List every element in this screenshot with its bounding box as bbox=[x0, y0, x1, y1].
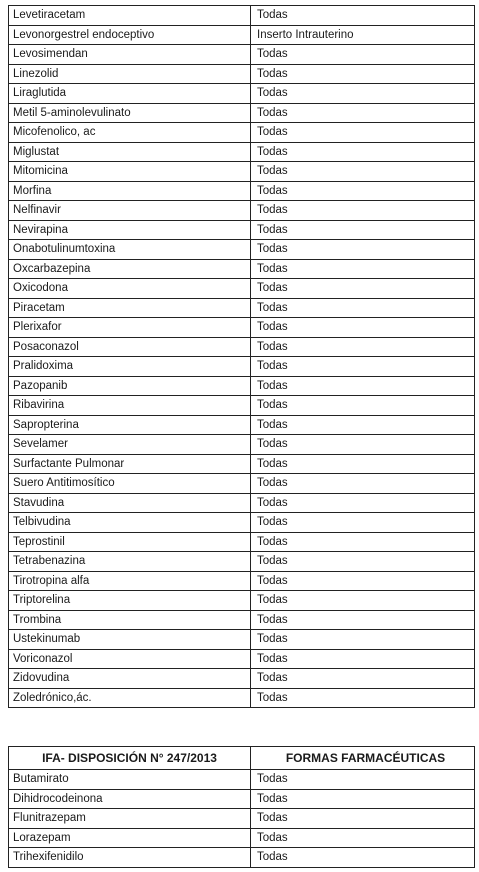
dosage-forms-cell: Todas bbox=[251, 45, 475, 65]
drug-name-cell: Telbivudina bbox=[9, 513, 251, 533]
drug-name-cell: Triptorelina bbox=[9, 591, 251, 611]
ifa-table-body bbox=[9, 770, 475, 868]
table-row bbox=[9, 770, 475, 790]
dosage-forms-cell: Todas bbox=[251, 396, 475, 416]
drug-name-cell: Posaconazol bbox=[9, 337, 251, 357]
table-row bbox=[9, 240, 475, 260]
table-row bbox=[9, 103, 475, 123]
table-row bbox=[9, 789, 475, 809]
table-row bbox=[9, 610, 475, 630]
table-header-row bbox=[9, 747, 475, 770]
dosage-forms-cell: Todas bbox=[251, 513, 475, 533]
table-row bbox=[9, 84, 475, 104]
dosage-forms-cell: Todas bbox=[251, 809, 475, 829]
drug-name-cell: Zoledrónico,ác. bbox=[9, 688, 251, 708]
drug-name-cell: Butamirato bbox=[9, 770, 251, 790]
dosage-forms-cell: Todas bbox=[251, 474, 475, 494]
ifa-disposicion-table bbox=[8, 746, 475, 868]
table-row bbox=[9, 337, 475, 357]
dosage-forms-cell: Todas bbox=[251, 201, 475, 221]
dosage-forms-cell: Todas bbox=[251, 610, 475, 630]
drug-name-cell: Morfina bbox=[9, 181, 251, 201]
table-row bbox=[9, 415, 475, 435]
dosage-forms-cell: Todas bbox=[251, 669, 475, 689]
drug-name-cell: Levosimendan bbox=[9, 45, 251, 65]
dosage-forms-cell: Todas bbox=[251, 532, 475, 552]
header-formas-farmaceuticas: FORMAS FARMACÉUTICAS bbox=[251, 747, 475, 770]
table-row bbox=[9, 809, 475, 829]
dosage-forms-cell: Todas bbox=[251, 181, 475, 201]
dosage-forms-cell: Todas bbox=[251, 84, 475, 104]
drug-name-cell: Levonorgestrel endoceptivo bbox=[9, 25, 251, 45]
dosage-forms-cell: Inserto Intrauterino bbox=[251, 25, 475, 45]
table-row bbox=[9, 201, 475, 221]
table-row bbox=[9, 142, 475, 162]
drug-name-cell: Lorazepam bbox=[9, 828, 251, 848]
table-row bbox=[9, 513, 475, 533]
drug-name-cell: Dihidrocodeinona bbox=[9, 789, 251, 809]
drug-name-cell: Metil 5-aminolevulinato bbox=[9, 103, 251, 123]
drug-name-cell: Trihexifenidilo bbox=[9, 848, 251, 868]
table-row bbox=[9, 25, 475, 45]
table-row bbox=[9, 162, 475, 182]
drug-name-cell: Micofenolico, ac bbox=[9, 123, 251, 143]
drug-name-cell: Stavudina bbox=[9, 493, 251, 513]
dosage-forms-cell: Todas bbox=[251, 770, 475, 790]
dosage-forms-cell: Todas bbox=[251, 552, 475, 572]
dosage-forms-cell: Todas bbox=[251, 123, 475, 143]
table-row bbox=[9, 630, 475, 650]
table-row bbox=[9, 279, 475, 299]
dosage-forms-cell: Todas bbox=[251, 789, 475, 809]
dosage-forms-cell: Todas bbox=[251, 337, 475, 357]
table-row bbox=[9, 688, 475, 708]
drug-name-cell: Onabotulinumtoxina bbox=[9, 240, 251, 260]
drug-name-cell: Tirotropina alfa bbox=[9, 571, 251, 591]
drug-name-cell: Sapropterina bbox=[9, 415, 251, 435]
drug-name-cell: Linezolid bbox=[9, 64, 251, 84]
drug-name-cell: Ustekinumab bbox=[9, 630, 251, 650]
table-row bbox=[9, 828, 475, 848]
table-row bbox=[9, 298, 475, 318]
drug-name-cell: Mitomicina bbox=[9, 162, 251, 182]
drug-name-cell: Pralidoxima bbox=[9, 357, 251, 377]
drug-name-cell: Oxcarbazepina bbox=[9, 259, 251, 279]
table-row bbox=[9, 474, 475, 494]
dosage-forms-cell: Todas bbox=[251, 357, 475, 377]
drug-name-cell: Levetiracetam bbox=[9, 6, 251, 26]
dosage-forms-cell: Todas bbox=[251, 649, 475, 669]
drug-name-cell: Pazopanib bbox=[9, 376, 251, 396]
dosage-forms-cell: Todas bbox=[251, 376, 475, 396]
table-row bbox=[9, 435, 475, 455]
table-row bbox=[9, 591, 475, 611]
dosage-forms-cell: Todas bbox=[251, 454, 475, 474]
drug-name-cell: Teprostinil bbox=[9, 532, 251, 552]
dosage-forms-cell: Todas bbox=[251, 64, 475, 84]
table-row bbox=[9, 6, 475, 26]
dosage-forms-cell: Todas bbox=[251, 688, 475, 708]
dosage-forms-cell: Todas bbox=[251, 279, 475, 299]
header-ifa-disposicion: IFA- DISPOSICIÓN N° 247/2013 bbox=[9, 747, 251, 770]
table-row bbox=[9, 220, 475, 240]
dosage-forms-cell: Todas bbox=[251, 828, 475, 848]
dosage-forms-cell: Todas bbox=[251, 435, 475, 455]
dosage-forms-cell: Todas bbox=[251, 103, 475, 123]
drug-name-cell: Miglustat bbox=[9, 142, 251, 162]
dosage-forms-cell: Todas bbox=[251, 415, 475, 435]
table-row bbox=[9, 848, 475, 868]
table-row bbox=[9, 649, 475, 669]
drug-name-cell: Tetrabenazina bbox=[9, 552, 251, 572]
table-row bbox=[9, 493, 475, 513]
dosage-forms-cell: Todas bbox=[251, 591, 475, 611]
table-row bbox=[9, 552, 475, 572]
table-row bbox=[9, 259, 475, 279]
drug-name-cell: Trombina bbox=[9, 610, 251, 630]
table-row bbox=[9, 357, 475, 377]
table-row bbox=[9, 571, 475, 591]
drug-name-cell: Oxicodona bbox=[9, 279, 251, 299]
drug-name-cell: Sevelamer bbox=[9, 435, 251, 455]
drug-name-cell: Plerixafor bbox=[9, 318, 251, 338]
table-row bbox=[9, 376, 475, 396]
table-row bbox=[9, 318, 475, 338]
dosage-forms-cell: Todas bbox=[251, 848, 475, 868]
table-row bbox=[9, 45, 475, 65]
table-row bbox=[9, 454, 475, 474]
drug-name-cell: Suero Antitimosítico bbox=[9, 474, 251, 494]
dosage-forms-cell: Todas bbox=[251, 162, 475, 182]
dosage-forms-cell: Todas bbox=[251, 240, 475, 260]
table-row bbox=[9, 396, 475, 416]
drug-table-main-body bbox=[9, 6, 475, 708]
dosage-forms-cell: Todas bbox=[251, 571, 475, 591]
dosage-forms-cell: Todas bbox=[251, 318, 475, 338]
drug-name-cell: Nevirapina bbox=[9, 220, 251, 240]
drug-name-cell: Flunitrazepam bbox=[9, 809, 251, 829]
table-row bbox=[9, 64, 475, 84]
table-row bbox=[9, 532, 475, 552]
drug-name-cell: Surfactante Pulmonar bbox=[9, 454, 251, 474]
drug-name-cell: Piracetam bbox=[9, 298, 251, 318]
dosage-forms-cell: Todas bbox=[251, 142, 475, 162]
table-row bbox=[9, 181, 475, 201]
dosage-forms-cell: Todas bbox=[251, 259, 475, 279]
dosage-forms-cell: Todas bbox=[251, 6, 475, 26]
dosage-forms-cell: Todas bbox=[251, 298, 475, 318]
dosage-forms-cell: Todas bbox=[251, 220, 475, 240]
drug-name-cell: Zidovudina bbox=[9, 669, 251, 689]
drug-table-main bbox=[8, 5, 475, 708]
drug-name-cell: Nelfinavir bbox=[9, 201, 251, 221]
drug-name-cell: Ribavirina bbox=[9, 396, 251, 416]
dosage-forms-cell: Todas bbox=[251, 493, 475, 513]
table-row bbox=[9, 669, 475, 689]
drug-name-cell: Voriconazol bbox=[9, 649, 251, 669]
drug-name-cell: Liraglutida bbox=[9, 84, 251, 104]
dosage-forms-cell: Todas bbox=[251, 630, 475, 650]
table-row bbox=[9, 123, 475, 143]
